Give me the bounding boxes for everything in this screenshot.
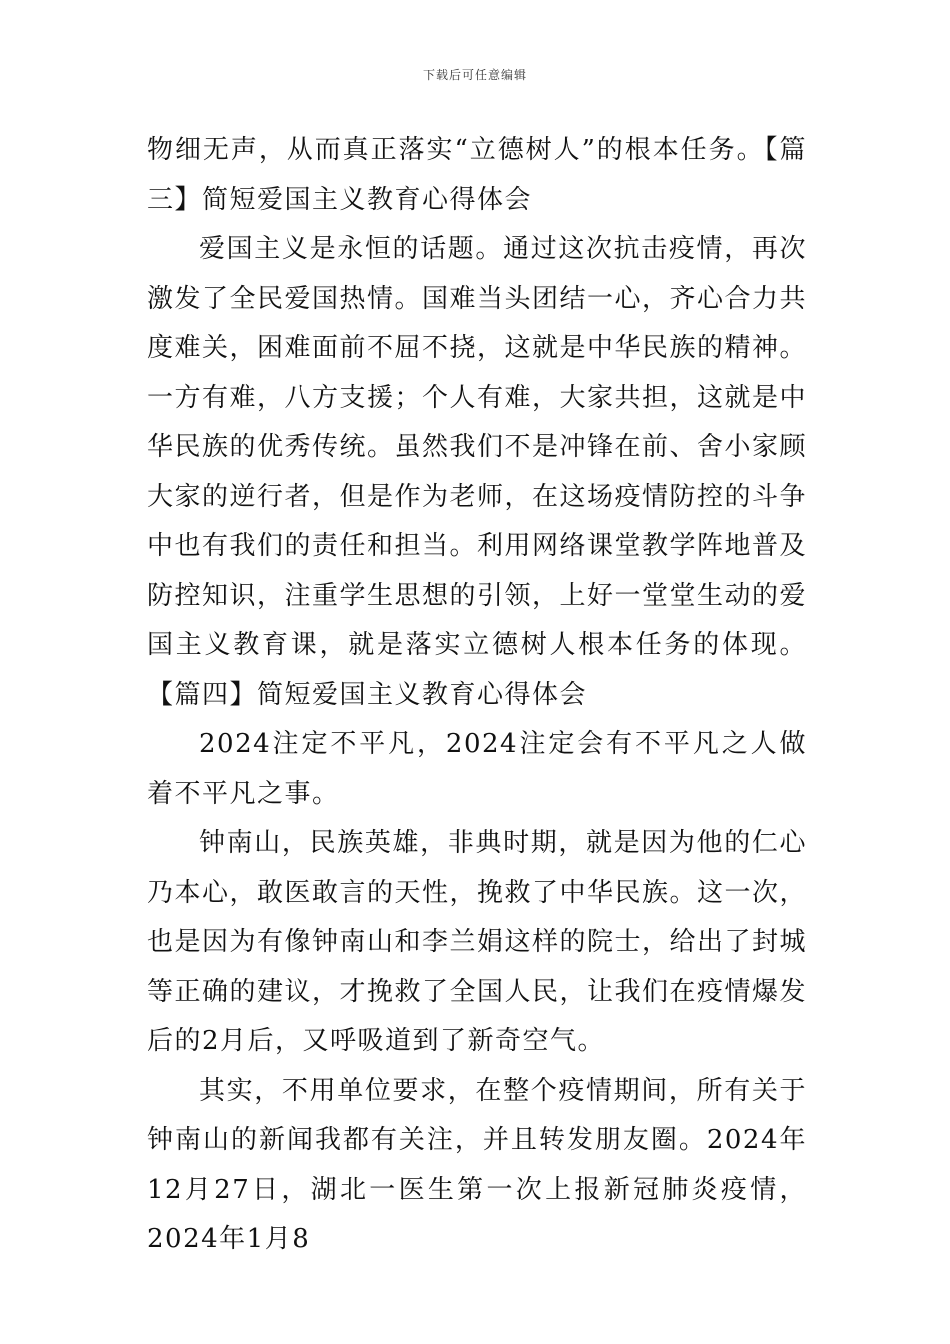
paragraph-4: 钟南山，民族英雄，非典时期，就是因为他的仁心乃本心，敢医敢言的天性，挽救了中华民族。这一次，也是因为有像钟南山和李兰娟这样的院士，给出了封城等正确的建议，才挽救了全国人民，让我们在疫情爆发后的2月后，又呼吸道到了新奇空气。 [147,828,808,1056]
paragraph-2: 爱国主义是永恒的话题。通过这次抗击疫情，再次激发了全民爱国热情。国难当头团结一心，齐心合力共度难关，困难面前不屈不挠，这就是中华民族的精神。一方有难，八方支援；个人有难，大家共担，这就是中华民族的优秀传统。虽然我们不是冲锋在前、舍小家顾大家的逆行者，但是作为老师，在这场疫情防控的斗争中也有我们的责任和担当。利用网络课堂教学阵地普及防控知识，注重学生思想的引领，上好一堂堂生动的爱国主义教育课，就是落实立德树人根本任务的体现。【篇四】简短爱国主义教育心得体会 [147,234,808,710]
paragraph-5: 其实，不用单位要求，在整个疫情期间，所有关于钟南山的新闻我都有关注，并且转发朋友圈。2024年12月27日，湖北一医生第一次上报新冠肺炎疫情，2024年1月8 [147,1075,807,1254]
page-header-note: 下载后可任意编辑 [422,68,527,82]
document-body [147,126,807,1265]
paragraph-3: 2024注定不平凡，2024注定会有不平凡之人做着不平凡之事。 [147,729,807,809]
paragraph-1: 物细无声，从而真正落实“立德树人”的根本任务。【篇三】简短爱国主义教育心得体会 [147,135,807,215]
